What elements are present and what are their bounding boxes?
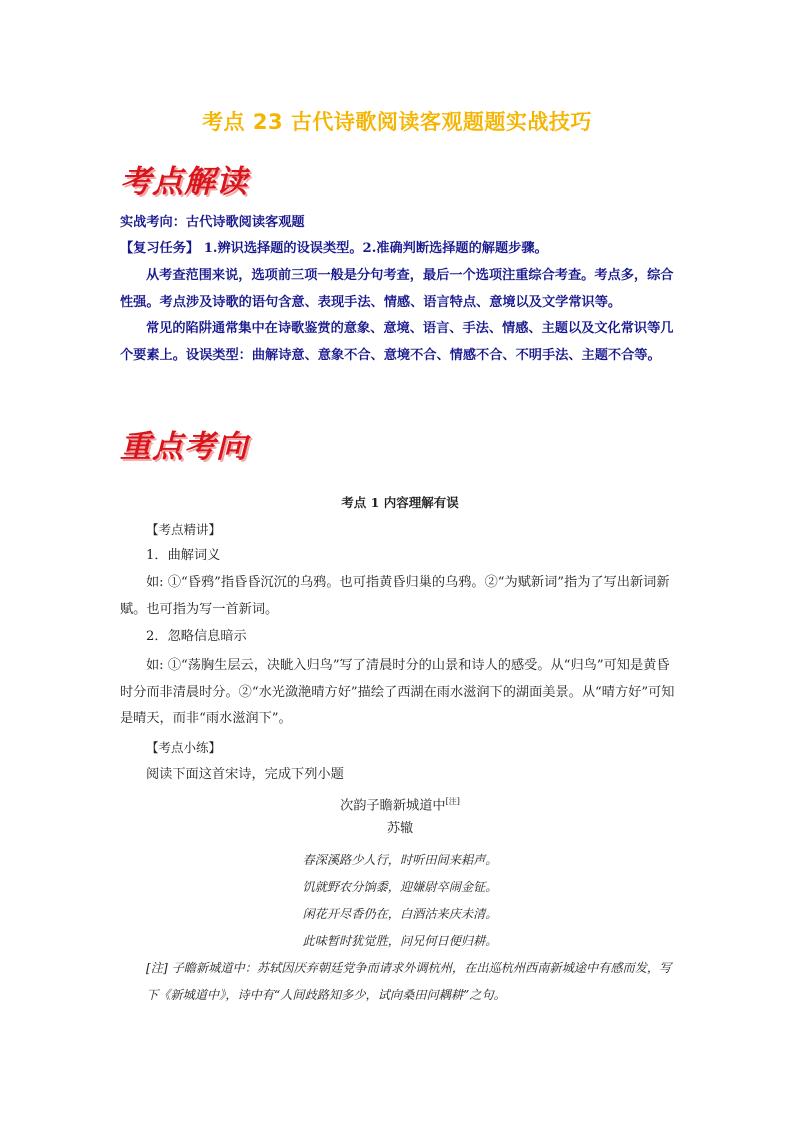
poem-line-3: 闲花开尽香仍在，白酒沽来庆未清。 bbox=[302, 907, 498, 921]
poem-line-1: 春深溪路少人行，时听田间来耜声。 bbox=[302, 853, 498, 867]
poem-author: 苏辙 bbox=[386, 821, 414, 836]
reading-instruction: 阅读下面这首宋诗，完成下列小题 bbox=[146, 767, 344, 782]
label-explain: 【考点精讲】 bbox=[146, 522, 222, 537]
section-banner-zhongdian-kaoxiang: 重点考向 bbox=[120, 429, 248, 465]
item-2-heading: 2．忽略信息暗示 bbox=[146, 629, 247, 644]
page-title: 考点 23 古代诗歌阅读客观题题实战技巧 bbox=[202, 110, 592, 134]
poem-line-4: 此味暂时犹觉胜，问兄何日便归耕。 bbox=[302, 934, 498, 948]
poem-line-2: 饥就野农分饷黍，迎嫌尉卒闹金钲。 bbox=[302, 880, 498, 894]
intro-paragraph-1: 从考查范围来说，选项前三项一般是分句考查，最后一个选项注重综合考查。考点多，综合性强。考点涉及诗歌的语句含意、表现手法、情感、语言特点、意境以及文学常识等。 bbox=[120, 268, 674, 310]
exam-direction: 实战考向：古代诗歌阅读客观题 bbox=[120, 215, 305, 230]
label-practice: 【考点小练】 bbox=[146, 740, 222, 755]
poem-title-text: 次韵子瞻新城道中 bbox=[340, 798, 446, 814]
point-heading: 考点 1 内容理解有误 bbox=[341, 495, 459, 510]
item-2-text: 如: ①“荡胸生层云，决眦入归鸟”写了清晨时分的山景和诗人的感受。从“归鸟”可知是黄昏时分而非清晨时分。②“水光潋滟晴方好”描绘了西湖在雨水滋润下的湖面美景。从“晴方好”可知是晴天，而非“雨水滋润下”。 bbox=[120, 658, 675, 726]
poem-annotation: [注] 子瞻新城道中：苏轼因厌弃朝廷党争而请求外调杭州，在出巡杭州西南新城途中有感而发，写下《新城道中》，诗中有“人间歧路知多少，试向桑田问耦耕”之句。 bbox=[146, 961, 672, 1002]
section-banner-kaodian-jiedu: 考点解读 bbox=[120, 164, 248, 200]
review-task-text: 1.辨识选择题的设误类型。2.准确判断选择题的解题步骤。 bbox=[199, 241, 548, 256]
item-1-text: 如: ①“昏鸦”指昏昏沉沉的乌鸦。也可指黄昏归巢的乌鸦。②“为赋新词”指为了写出新词新赋。也可指为写一首新词。 bbox=[120, 575, 670, 617]
poem-note-mark: [注] bbox=[445, 797, 460, 806]
item-1-heading: 1．曲解词义 bbox=[146, 548, 221, 563]
review-task-label: 【复习任务】 bbox=[120, 241, 200, 256]
intro-paragraph-2: 常见的陷阱通常集中在诗歌鉴赏的意象、意境、语言、手法、情感、主题以及文化常识等几个要素上。设误类型：曲解诗意、意象不合、意境不合、情感不合、不明手法、主题不合等。 bbox=[120, 321, 674, 363]
review-task bbox=[120, 236, 680, 263]
